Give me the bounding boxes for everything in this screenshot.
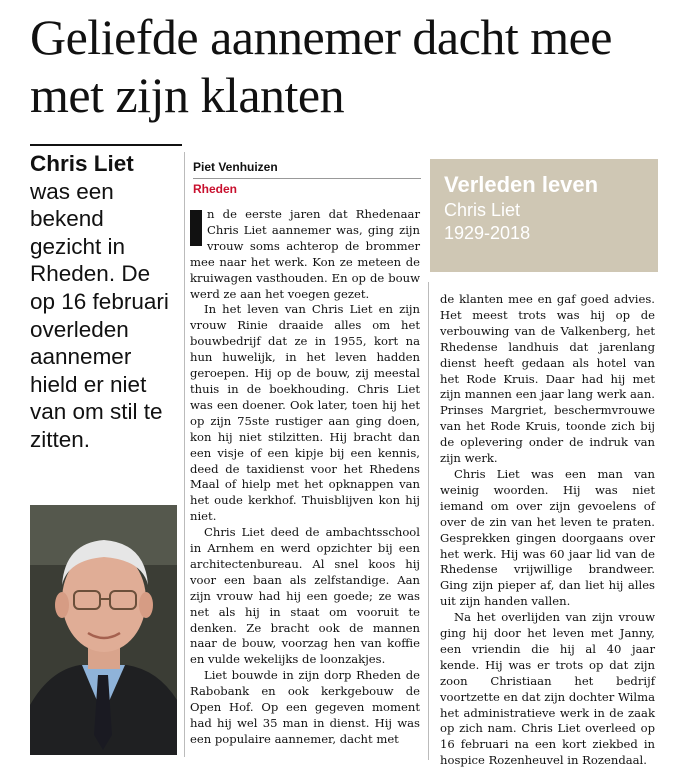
article-paragraph: Liet bouwde in zijn dorp Rheden de Rabobank en ook kerkgebouw de Open Hof. Op een gegeven moment had hij wel 35 man in dienst. Hij was een populaire aannemer, dacht met xyxy=(190,668,420,746)
article-paragraph xyxy=(190,207,420,302)
lead-text: was een bekend gezicht in Rheden. De op 16 februari overleden aannemer hield er niet van om stil te zitten. xyxy=(30,178,169,452)
portrait-illustration xyxy=(30,505,177,755)
article-column-1 xyxy=(190,207,420,748)
article-paragraph: Chris Liet deed de ambachtsschool in Arnhem en werd opzichter bij een architectenbureau. Al snel koos hij voor een baan als zelfstandige. Aan zijn vrouw had hij een goede; ze was net als hij in staat om vooruit te denken. Ze bracht ook de mannen naar de bouw, voorzag hen van koffie en vulde wekelijks de loonzakjes. xyxy=(190,525,420,667)
byline-location: Rheden xyxy=(193,182,238,196)
sidebar-box xyxy=(430,159,658,272)
article-column-2 xyxy=(440,292,655,769)
column-divider-1 xyxy=(184,152,185,757)
sidebar-name: Chris Liet xyxy=(444,200,521,220)
byline-divider xyxy=(193,178,421,179)
article-headline: Geliefde aannemer dacht mee met zijn klanten xyxy=(30,9,612,123)
article-paragraph: In het leven van Chris Liet en zijn vrouw Rinie draaide alles om het bouwbedrijf dat ze in 1955, kort na hun huwelijk, in het leven hadden geroepen. Hij op de bouw, zij meestal thuis in de boekhouding. Chris Liet was een doener. Ook later, toen hij het op zijn 75ste rustiger aan ging doen, kon hij niet stilzitten. Hij bracht dan een visje of een kipje bij een kennis, deed de taxidienst voor het Rhedens Maal of hielp met het opknappen van het oude kerkhof. Thuisblijven kon hij niet. xyxy=(190,302,420,524)
article-paragraph: Na het overlijden van zijn vrouw ging hij door het leven met Janny, een vriendin die hij al 40 jaar kende. Hij was er trots op dat zijn zoon Christiaan het bedrijf voortzette en dat zijn dochter Wilma het administratieve werk in de zaak op zich nam. Chris Liet overleed op 16 februari na een kort ziekbed in hospice Rozenheuvel in Rozendaal. xyxy=(440,610,655,768)
portrait-photo xyxy=(30,505,177,755)
article-paragraph: Chris Liet was een man van weinig woorden. Hij was niet iemand om over zijn gevoelens of over de zin van het leven te praten. Gesprekken gingen doorgaans over het werk. Hij was 60 jaar lid van de Rhedense vrijwillige brandweer. Ging zijn pieper af, dan liet hij alles uit zijn handen vallen. xyxy=(440,466,655,609)
sidebar-years: 1929-2018 xyxy=(444,223,531,243)
article-paragraph: de klanten mee en gaf goed advies. Het meest trots was hij op de verbouwing van de Valkenberg, het Rhedense landhuis dat jarenlang dienst heeft gedaan als hotel van het Rode Kruis. Daar had hij met zijn mannen een jaar lang werk aan. Prinses Margriet, beschermvrouwe van het Rode Kruis, toonde zich bij de oplevering onder de indruk van zijn werk. xyxy=(440,292,655,466)
lead-name: Chris Liet xyxy=(30,151,134,176)
paragraph-text: n de eerste jaren dat Rhedenaar Chris Liet aannemer was, ging zijn vrouw soms achterop de brommer mee naar het werk. Kon ze meteen de kruiwagen vasthouden. En op de bouw werd ze aan het voegen gezet. xyxy=(190,207,420,301)
drop-cap xyxy=(190,210,202,246)
sidebar-title: Verleden leven xyxy=(444,172,599,197)
column-divider-2 xyxy=(428,282,429,760)
lead-divider xyxy=(30,144,182,146)
lead-paragraph xyxy=(30,150,180,454)
byline-author: Piet Venhuizen xyxy=(193,160,278,174)
